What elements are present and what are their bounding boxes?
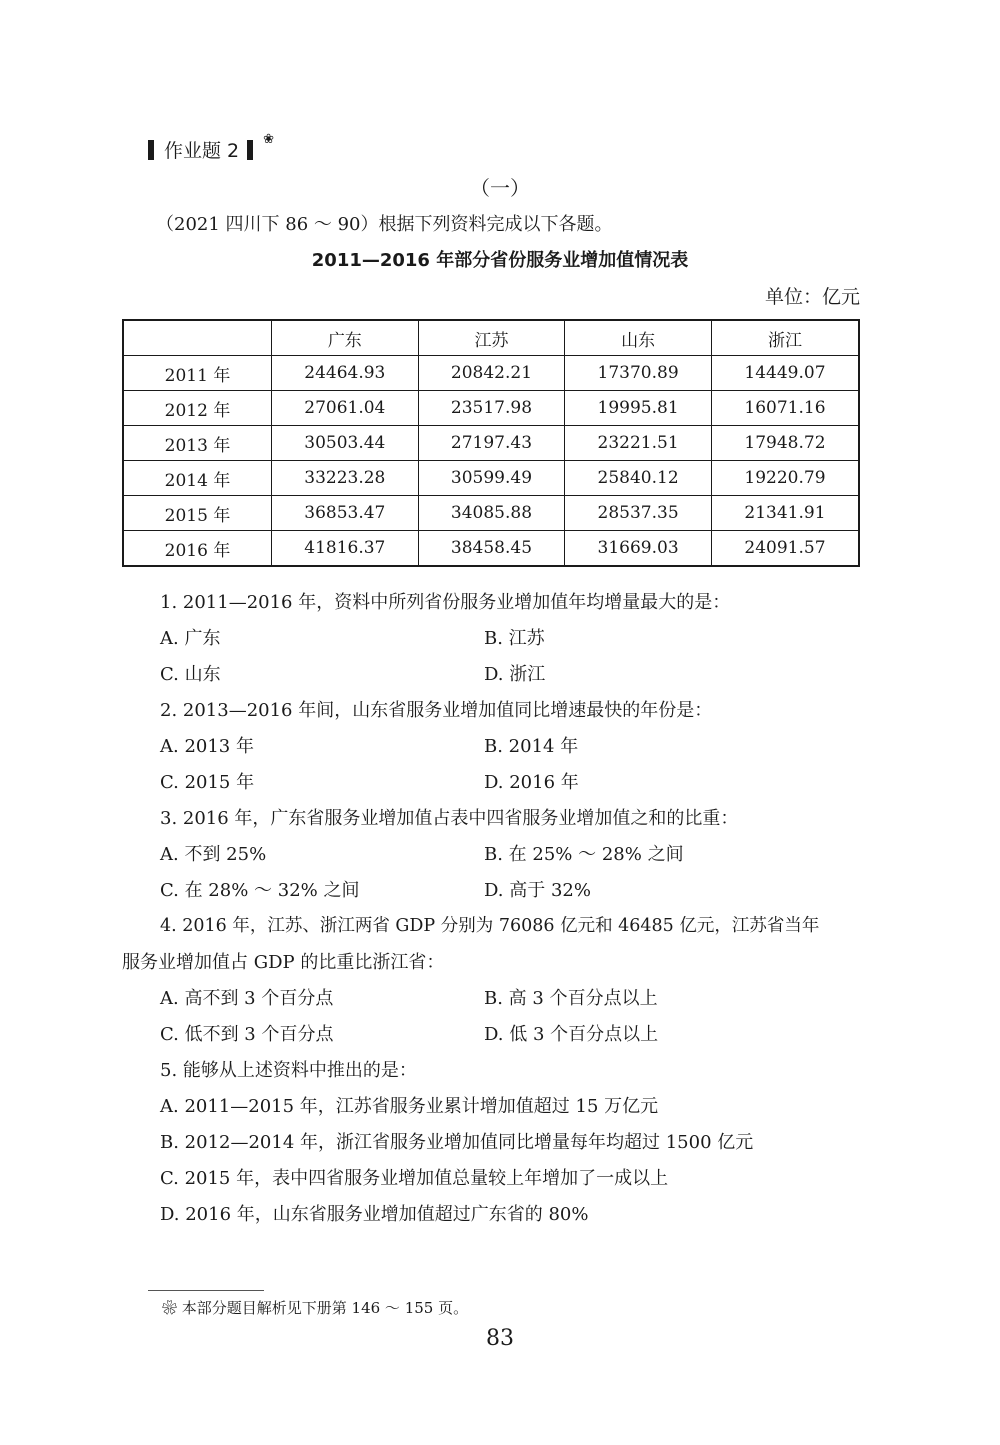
table-cell: 16071.16 — [711, 391, 859, 426]
flower-icon: ❀ — [263, 132, 275, 147]
question-3-option-d: D. 高于 32% — [484, 880, 591, 901]
table-cell: 17370.89 — [565, 356, 712, 391]
table-row — [123, 356, 859, 391]
table-cell: 31669.03 — [565, 531, 712, 567]
question-2-option-d: D. 2016 年 — [484, 772, 579, 793]
table-cell: 41816.37 — [272, 531, 419, 567]
table-cell: 25840.12 — [565, 461, 712, 496]
section-heading — [148, 132, 275, 163]
question-2-option-b: B. 2014 年 — [484, 736, 579, 757]
table-cell: 2014 年 — [123, 461, 272, 496]
question-4-option-a: A. 高不到 3 个百分点 — [160, 988, 334, 1009]
heading-bar-right — [247, 140, 253, 160]
header-cell: 浙江 — [711, 320, 859, 356]
footnote-divider — [148, 1290, 264, 1291]
question-3-option-b: B. 在 25% ～ 28% 之间 — [484, 844, 684, 865]
question-3-stem: 3. 2016 年，广东省服务业增加值占表中四省服务业增加值之和的比重： — [160, 808, 739, 829]
table-cell: 30599.49 — [418, 461, 565, 496]
table-row — [123, 461, 859, 496]
question-5-option-b: B. 2012—2014 年，浙江省服务业增加值同比增量每年均超过 1500 亿元 — [160, 1132, 754, 1153]
header-cell: 山东 — [565, 320, 712, 356]
table-cell: 28537.35 — [565, 496, 712, 531]
question-1-stem: 1. 2011—2016 年，资料中所列省份服务业增加值年均增量最大的是： — [160, 592, 731, 613]
table-header-row — [123, 320, 859, 356]
question-1-option-c: C. 山东 — [160, 664, 221, 685]
question-2-option-c: C. 2015 年 — [160, 772, 255, 793]
footnote: ❀ 本部分题目解析见下册第 146 ～ 155 页。 — [162, 1299, 469, 1317]
table-cell: 2012 年 — [123, 391, 272, 426]
table-row — [123, 496, 859, 531]
table-row — [123, 531, 859, 567]
part-title: （一） — [470, 176, 530, 200]
table-cell: 14449.07 — [711, 356, 859, 391]
data-table — [122, 319, 860, 567]
table-title: 2011—2016 年部分省份服务业增加值情况表 — [311, 250, 689, 271]
table-cell: 34085.88 — [418, 496, 565, 531]
table-row — [123, 391, 859, 426]
question-4-option-d: D. 低 3 个百分点以上 — [484, 1024, 659, 1045]
question-4-stem-line1: 4. 2016 年，江苏、浙江两省 GDP 分别为 76086 亿元和 46485 亿元，江苏省当年 — [160, 916, 820, 936]
table-cell: 23221.51 — [565, 426, 712, 461]
table-cell: 21341.91 — [711, 496, 859, 531]
table-cell: 2011 年 — [123, 356, 272, 391]
question-1-option-b: B. 江苏 — [484, 628, 545, 649]
table-cell: 19220.79 — [711, 461, 859, 496]
page-number: 83 — [486, 1326, 514, 1351]
table-cell: 38458.45 — [418, 531, 565, 567]
intro-text: （2021 四川下 86 ～ 90）根据下列资料完成以下各题。 — [156, 214, 613, 235]
question-5-option-a: A. 2011—2015 年，江苏省服务业累计增加值超过 15 万亿元 — [160, 1096, 659, 1117]
header-cell — [123, 320, 272, 356]
table-cell: 2016 年 — [123, 531, 272, 567]
question-4-stem-line2: 服务业增加值占 GDP 的比重比浙江省： — [122, 952, 445, 973]
unit-label: 单位：亿元 — [764, 286, 860, 308]
question-4-option-c: C. 低不到 3 个百分点 — [160, 1024, 334, 1045]
question-3-option-c: C. 在 28% ～ 32% 之间 — [160, 880, 360, 901]
table-cell: 17948.72 — [711, 426, 859, 461]
table-cell: 20842.21 — [418, 356, 565, 391]
question-5-option-c: C. 2015 年，表中四省服务业增加值总量较上年增加了一成以上 — [160, 1168, 669, 1189]
table-cell: 30503.44 — [272, 426, 419, 461]
section-heading-label: 作业题 2 — [164, 140, 240, 162]
table-cell: 27197.43 — [418, 426, 565, 461]
table-cell: 24091.57 — [711, 531, 859, 567]
question-5-stem: 5. 能够从上述资料中推出的是： — [160, 1060, 417, 1081]
table-cell: 27061.04 — [272, 391, 419, 426]
table-row — [123, 426, 859, 461]
table-cell: 36853.47 — [272, 496, 419, 531]
question-1-option-a: A. 广东 — [160, 628, 221, 649]
header-cell: 江苏 — [418, 320, 565, 356]
header-cell: 广东 — [272, 320, 419, 356]
question-5-option-d: D. 2016 年，山东省服务业增加值超过广东省的 80% — [160, 1204, 589, 1225]
question-1-option-d: D. 浙江 — [484, 664, 546, 685]
question-2-option-a: A. 2013 年 — [160, 736, 254, 757]
table-cell: 2013 年 — [123, 426, 272, 461]
heading-bar-left — [148, 140, 154, 160]
question-4-option-b: B. 高 3 个百分点以上 — [484, 988, 658, 1009]
table-cell: 33223.28 — [272, 461, 419, 496]
question-3-option-a: A. 不到 25% — [160, 844, 267, 865]
table-cell: 23517.98 — [418, 391, 565, 426]
table-cell: 19995.81 — [565, 391, 712, 426]
question-2-stem: 2. 2013—2016 年间，山东省服务业增加值同比增速最快的年份是： — [160, 700, 713, 721]
table-cell: 24464.93 — [272, 356, 419, 391]
table-cell: 2015 年 — [123, 496, 272, 531]
